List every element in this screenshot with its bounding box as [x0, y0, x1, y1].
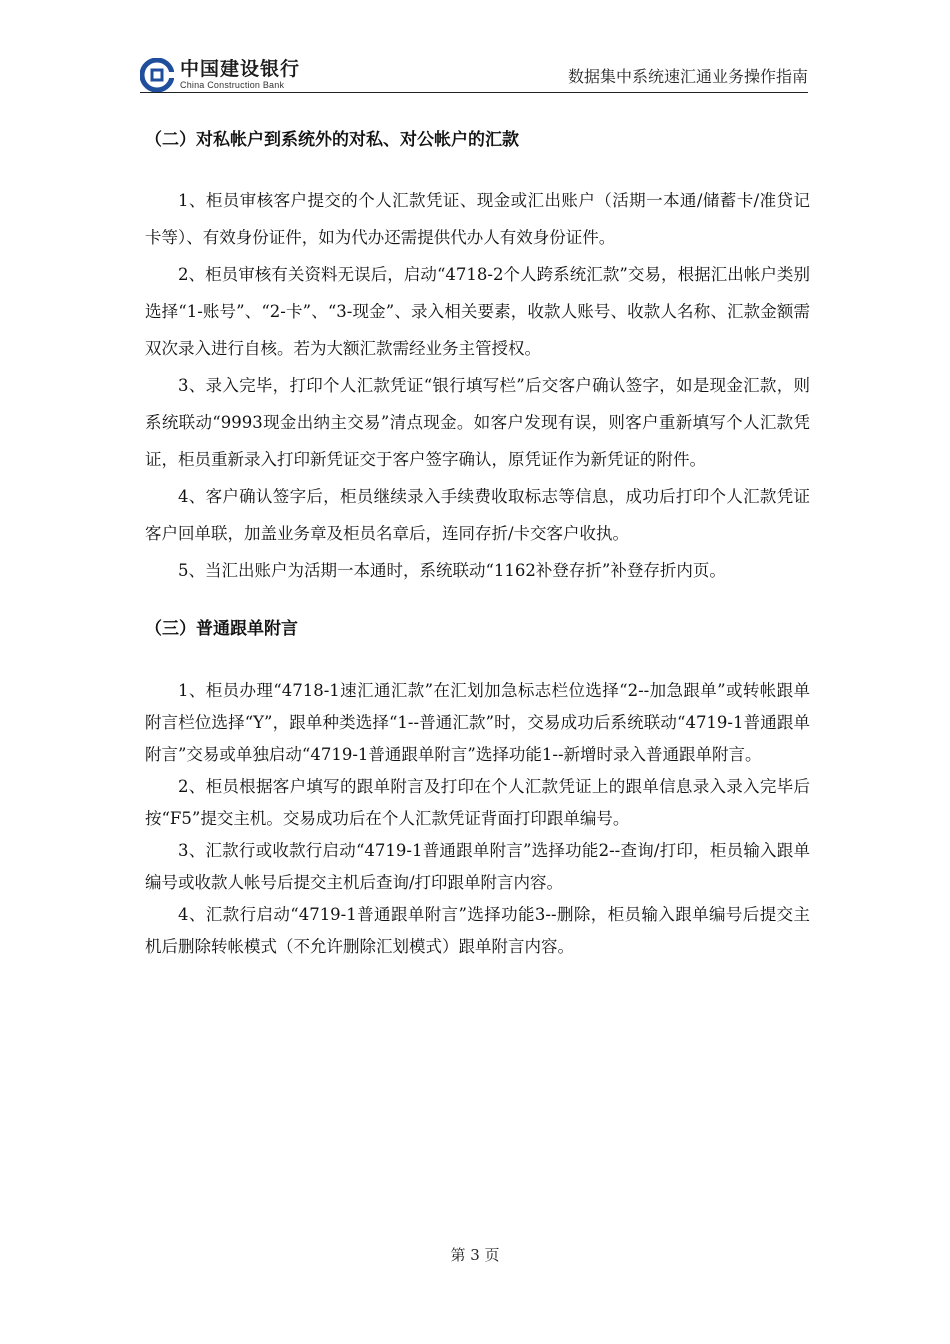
page-header [140, 58, 808, 93]
logo-chinese-name: 中国建设银行 [180, 58, 301, 80]
logo-english-name: China Construction Bank [180, 80, 285, 90]
page-number: 第 3 页 [450, 1246, 500, 1264]
paragraph: 1、柜员办理“4718-1速汇通汇款”在汇划加急标志栏位选择“2--加急跟单”或转帐跟单附言栏位选择“Y”，跟单种类选择“1--普通汇款”时，交易成功后系统联动“4719-1普通跟单附言”交易或单独启动“4719-1普通跟单附言”选择功能1--新增时录入普通跟单附言。 [145, 681, 810, 764]
paragraph: 4、客户确认签字后，柜员继续录入手续费收取标志等信息，成功后打印个人汇款凭证客户回单联，加盖业务章及柜员名章后，连同存折/卡交客户收执。 [145, 487, 810, 543]
paragraph: 4、汇款行启动“4719-1普通跟单附言”选择功能3--删除，柜员输入跟单编号后提交主机后删除转帐模式（不允许删除汇划模式）跟单附言内容。 [145, 905, 810, 956]
section-private-to-external [145, 122, 810, 589]
document-title: 数据集中系统速汇通业务操作指南 [567, 67, 808, 86]
paragraph: 2、柜员根据客户填写的跟单附言及打印在个人汇款凭证上的跟单信息录入录入完毕后按“F5”提交主机。交易成功后在个人汇款凭证背面打印跟单编号。 [145, 777, 810, 828]
bank-logo [140, 58, 300, 92]
page-content [145, 122, 810, 963]
paragraph: 3、汇款行或收款行启动“4719-1普通跟单附言”选择功能2--查询/打印，柜员输入跟单编号或收款人帐号后提交主机后查询/打印跟单附言内容。 [145, 841, 810, 892]
section-title: （二）对私帐户到系统外的对私、对公帐户的汇款 [145, 130, 519, 150]
paragraph: 3、录入完毕，打印个人汇款凭证“银行填写栏”后交客户确认签字，如是现金汇款，则系统联动“9993现金出纳主交易”清点现金。如客户发现有误，则客户重新填写个人汇款凭证，柜员重新录入打印新凭证交于客户签字确认，原凭证作为新凭证的附件。 [145, 376, 810, 469]
paragraph: 1、柜员审核客户提交的个人汇款凭证、现金或汇出账户（活期一本通/储蓄卡/准贷记卡等）、有效身份证件，如为代办还需提供代办人有效身份证件。 [145, 191, 810, 247]
paragraph: 2、柜员审核有关资料无误后，启动“4718-2个人跨系统汇款”交易，根据汇出帐户类别选择“1-账号”、“2-卡”、“3-现金”、录入相关要素，收款人账号、收款人名称、汇款金额需双次录入进行自核。若为大额汇款需经业务主管授权。 [145, 265, 810, 358]
section-normal-remittance-note [145, 611, 810, 963]
ccb-logo-icon [140, 58, 174, 92]
section-title: （三）普通跟单附言 [145, 619, 298, 639]
paragraph: 5、当汇出账户为活期一本通时，系统联动“1162补登存折”补登存折内页。 [178, 561, 726, 580]
